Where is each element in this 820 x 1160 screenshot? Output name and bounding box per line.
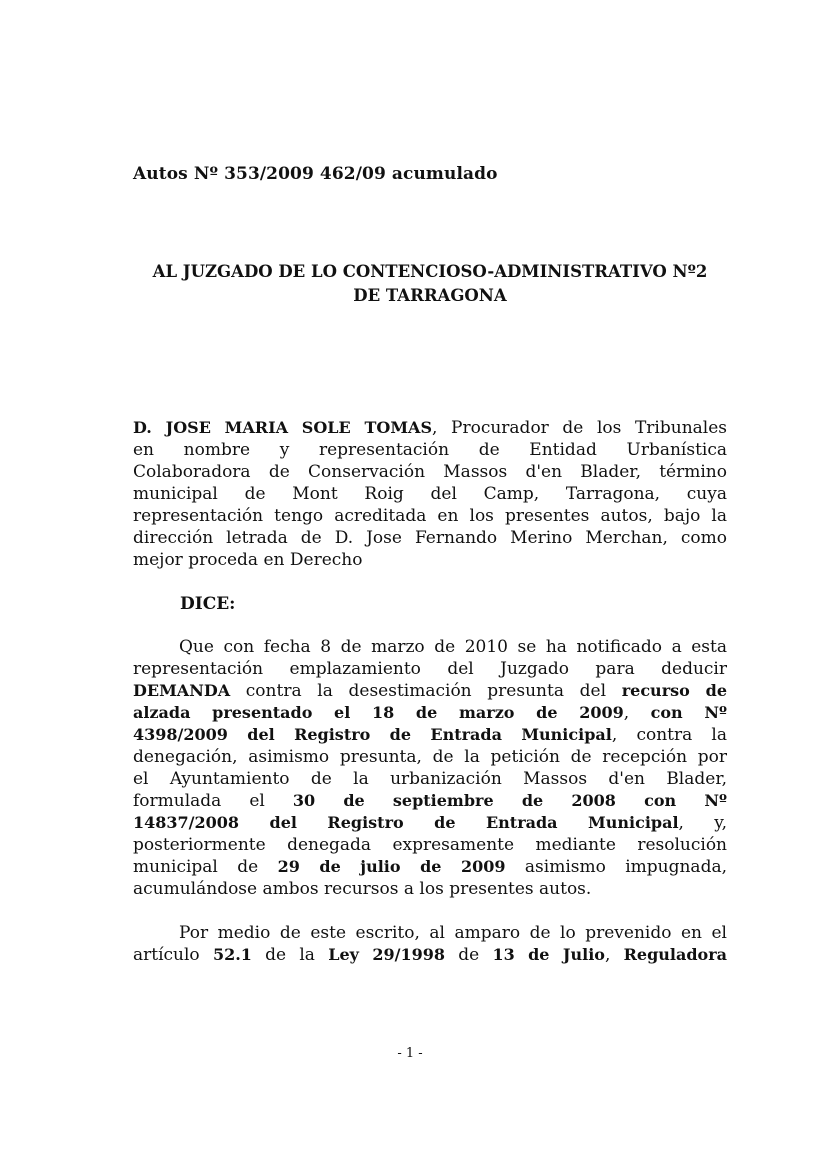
claim-text: , y,: [678, 813, 727, 833]
demanda-bold: DEMANDA: [133, 681, 231, 700]
recurso-bold: recurso de: [621, 681, 728, 700]
intro-line: mejor proceda en Derecho: [133, 550, 363, 570]
court-heading: [130, 260, 730, 308]
claim-line: denegación, asimismo presunta, de la petición de recepción por: [133, 747, 727, 767]
law-bold: Ley 29/1998: [328, 945, 445, 964]
dice-heading: DICE:: [180, 594, 236, 614]
law-date-bold: 13 de Julio: [492, 945, 605, 964]
intro-line: representación tengo acreditada en los presentes autos, bajo la: [133, 506, 727, 526]
case-number-heading: Autos Nº 353/2009 462/09 acumulado: [133, 164, 498, 184]
claim-line: el Ayuntamiento de la urbanización Massos d'en Blader,: [133, 769, 727, 789]
alzada-bold: alzada presentado el 18 de marzo de 2009: [133, 703, 624, 722]
intro-line: municipal de Mont Roig del Camp, Tarragona, cuya: [133, 484, 727, 504]
legal-text: de: [444, 945, 493, 965]
procurator-name: D. JOSE MARIA SOLE TOMAS: [133, 418, 433, 437]
legal-line: Por medio de este escrito, al amparo de lo prevenido en el: [179, 923, 727, 943]
claim-text: ,: [623, 703, 651, 723]
registro-bold: 14837/2008 del Registro de Entrada Municipal: [133, 813, 679, 832]
intro-line: [133, 417, 727, 439]
claim-line: posteriormente denegada expresamente mediante resolución: [133, 835, 727, 855]
page-number: - 1 -: [397, 1046, 423, 1061]
claim-line: [133, 856, 727, 878]
legal-text: ,: [604, 945, 624, 965]
claim-line: Que con fecha 8 de marzo de 2010 se ha notificado a esta: [179, 637, 727, 657]
legal-basis-paragraph: [133, 922, 727, 966]
date-bold: 30 de septiembre de 2008 con Nº: [292, 791, 727, 810]
article-bold: 52.1: [212, 945, 252, 964]
claim-line: representación emplazamiento del Juzgado para deducir: [133, 659, 727, 679]
court-heading-line-1: AL JUZGADO DE LO CONTENCIOSO-ADMINISTRATIVO Nº2: [152, 262, 708, 281]
claim-line: [133, 680, 727, 702]
claim-text: municipal de: [133, 857, 278, 877]
con-n-bold: con Nº: [650, 703, 727, 722]
claim-text: , contra la: [611, 725, 728, 745]
intro-line: en nombre y representación de Entidad Urbanística: [133, 440, 727, 460]
legal-text: de la: [251, 945, 329, 965]
legal-line: [133, 944, 727, 966]
legal-text: artículo: [133, 945, 213, 965]
registro-bold: 4398/2009 del Registro de Entrada Municipal: [133, 725, 612, 744]
claim-line: [133, 812, 727, 834]
claim-paragraph: [133, 636, 727, 900]
claim-text: contra la desestimación presunta del: [230, 681, 622, 701]
claim-line: [133, 702, 727, 724]
claim-line: acumulándose ambos recursos a los presentes autos.: [133, 879, 592, 899]
intro-line-1-text: , Procurador de los Tribunales: [432, 418, 727, 438]
claim-line: [133, 790, 727, 812]
intro-line: Colaboradora de Conservación Massos d'en Blader, término: [133, 462, 727, 482]
reguladora-bold: Reguladora: [623, 945, 728, 964]
claim-line: [133, 724, 727, 746]
claim-text: asimismo impugnada,: [505, 857, 727, 877]
intro-paragraph: [133, 417, 727, 571]
date-bold: 29 de julio de 2009: [277, 857, 506, 876]
intro-line: dirección letrada de D. Jose Fernando Merino Merchan, como: [133, 528, 727, 548]
claim-text: formulada el: [133, 791, 293, 811]
court-heading-line-2: DE TARRAGONA: [353, 286, 507, 305]
